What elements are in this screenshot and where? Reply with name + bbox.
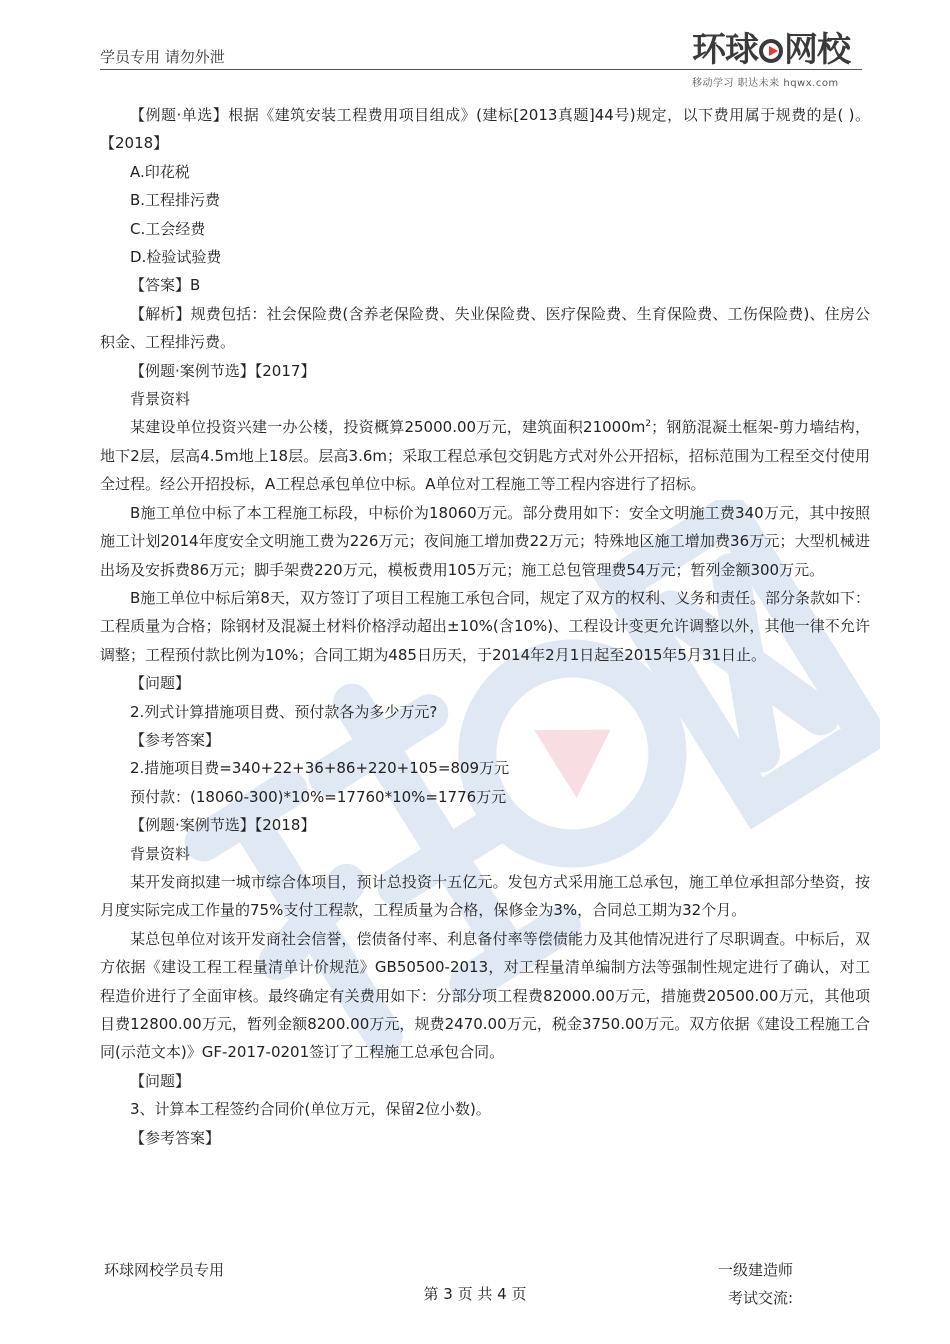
q1-option-a: A.印花税 xyxy=(130,162,190,181)
footer-exam-name: 一级建造师 xyxy=(718,1261,794,1279)
q1-option-b: B.工程排污费 xyxy=(130,191,221,210)
case2-background-label: 背景资料 xyxy=(130,844,191,863)
case2-title: 【例题·案例节选】【2018】 xyxy=(130,816,316,835)
case1-question-label: 【问题】 xyxy=(130,674,191,693)
footer-exam-exchange: 考试交流: xyxy=(728,1289,794,1307)
q1-option-d: D.检验试验费 xyxy=(130,248,222,267)
q1-option-c: C.工会经费 xyxy=(130,219,206,238)
header-confidential-label: 学员专用 请勿外泄 xyxy=(100,48,225,66)
case1-question: 2.列式计算措施项目费、预付款各为多少万元? xyxy=(130,702,438,721)
play-icon xyxy=(759,39,783,63)
case2-paragraph-2: 某总包单位对该开发商社会信誉，偿债备付率、利息备付率等偿债能力及其他情况进行了尽职调查。中标后，双方依据《建设工程工程量清单计价规范》GB50500-2013，对工程量清单编制方法等强制性规定进行了确认，对工程造价进行了全面审核。最终确定有关费用如下：分部分项工程费82000.00万元，措施费20500.00万元，其他项目费12800.00万元，暂列金额8200.00万元，规费2470.00万元，税金3750.00万元。双方依据《建设工程施工合同(示范文本)》GF-2017-0201签订了工程施工总承包合同。 xyxy=(100,929,870,1062)
case1-title: 【例题·案例节选】【2017】 xyxy=(130,361,316,380)
case2-reference-label: 【参考答案】 xyxy=(130,1128,221,1147)
logo-text-left: 环球 xyxy=(692,30,758,70)
case1-answer-line-1: 2.措施项目费=340+22+36+86+220+105=809万元 xyxy=(130,759,510,778)
q1-analysis: 【解析】规费包括：社会保险费(含养老保险费、失业保险费、医疗保险费、生育保险费、工伤保险费)、住房公积金、工程排污费。 xyxy=(100,304,870,352)
case2-paragraph-1: 某开发商拟建一城市综合体项目，预计总投资十五亿元。发包方式采用施工总承包，施工单位承担部分垫资，按月度实际完成工作量的75%支付工程款，工程质量为合格，保修金为3%，合同总工期为32个月。 xyxy=(100,872,870,920)
q1-answer: 【答案】B xyxy=(130,276,201,295)
case1-answer-line-2: 预付款：(18060-300)*10%=17760*10%=1776万元 xyxy=(130,787,507,806)
logo-tagline: 移动学习 职达未来 hqwx.com xyxy=(692,78,839,89)
logo-text-right: 网校 xyxy=(784,30,850,70)
page-number: 第 3 页 共 4 页 xyxy=(423,1285,527,1303)
brand-logo xyxy=(692,32,864,92)
case1-paragraph-2: B施工单位中标了本工程施工标段，中标价为18060万元。部分费用如下：安全文明施工费340万元，其中按照施工计划2014年度安全文明施工费为226万元；夜间施工增加费22万元；特殊地区施工增加费36万元；大型机械进出场及安拆费86万元；脚手架费220万元，模板费用105万元；施工总包管理费54万元；暂列金额300万元。 xyxy=(100,503,870,579)
case1-reference-label: 【参考答案】 xyxy=(130,730,221,749)
footer-school-label: 环球网校学员专用 xyxy=(104,1261,225,1279)
case1-background-label: 背景资料 xyxy=(130,390,191,409)
case2-question: 3、计算本工程签约合同价(单位万元，保留2位小数)。 xyxy=(130,1100,491,1119)
case2-question-label: 【问题】 xyxy=(130,1071,191,1090)
case1-paragraph-1: 某建设单位投资兴建一办公楼，投资概算25000.00万元，建筑面积$21000m^2$；钢筋混凝土框架-剪力墙结构，地下2层，层高4.5m地上18层。层高3.6m；采取工程总承包交钥匙方式对外公开招标，招标范围为工程至交付使用全过程。经公开招投标，A工程总承包单位中标。A单位对工程施工等工程内容进行了招标。 xyxy=(100,418,871,494)
case1-paragraph-3: B施工单位中标后第8天，双方签订了项目工程施工承包合同，规定了双方的权利、义务和责任。部分条款如下：工程质量为合格；除钢材及混凝土材料价格浮动超出±10%(含10%)、工程设计变更允许调整以外，其他一律不允许调整；工程预付款比例为10%；合同工期为485日历天，于2014年2月1日起至2015年5月31日止。 xyxy=(100,588,870,664)
document-body xyxy=(100,101,870,1152)
q1-stem: 【例题·单选】根据《建筑安装工程费用项目组成》(建标[2013真题]44号)规定，以下费用属于规费的是( )。【2018】 xyxy=(100,106,870,153)
